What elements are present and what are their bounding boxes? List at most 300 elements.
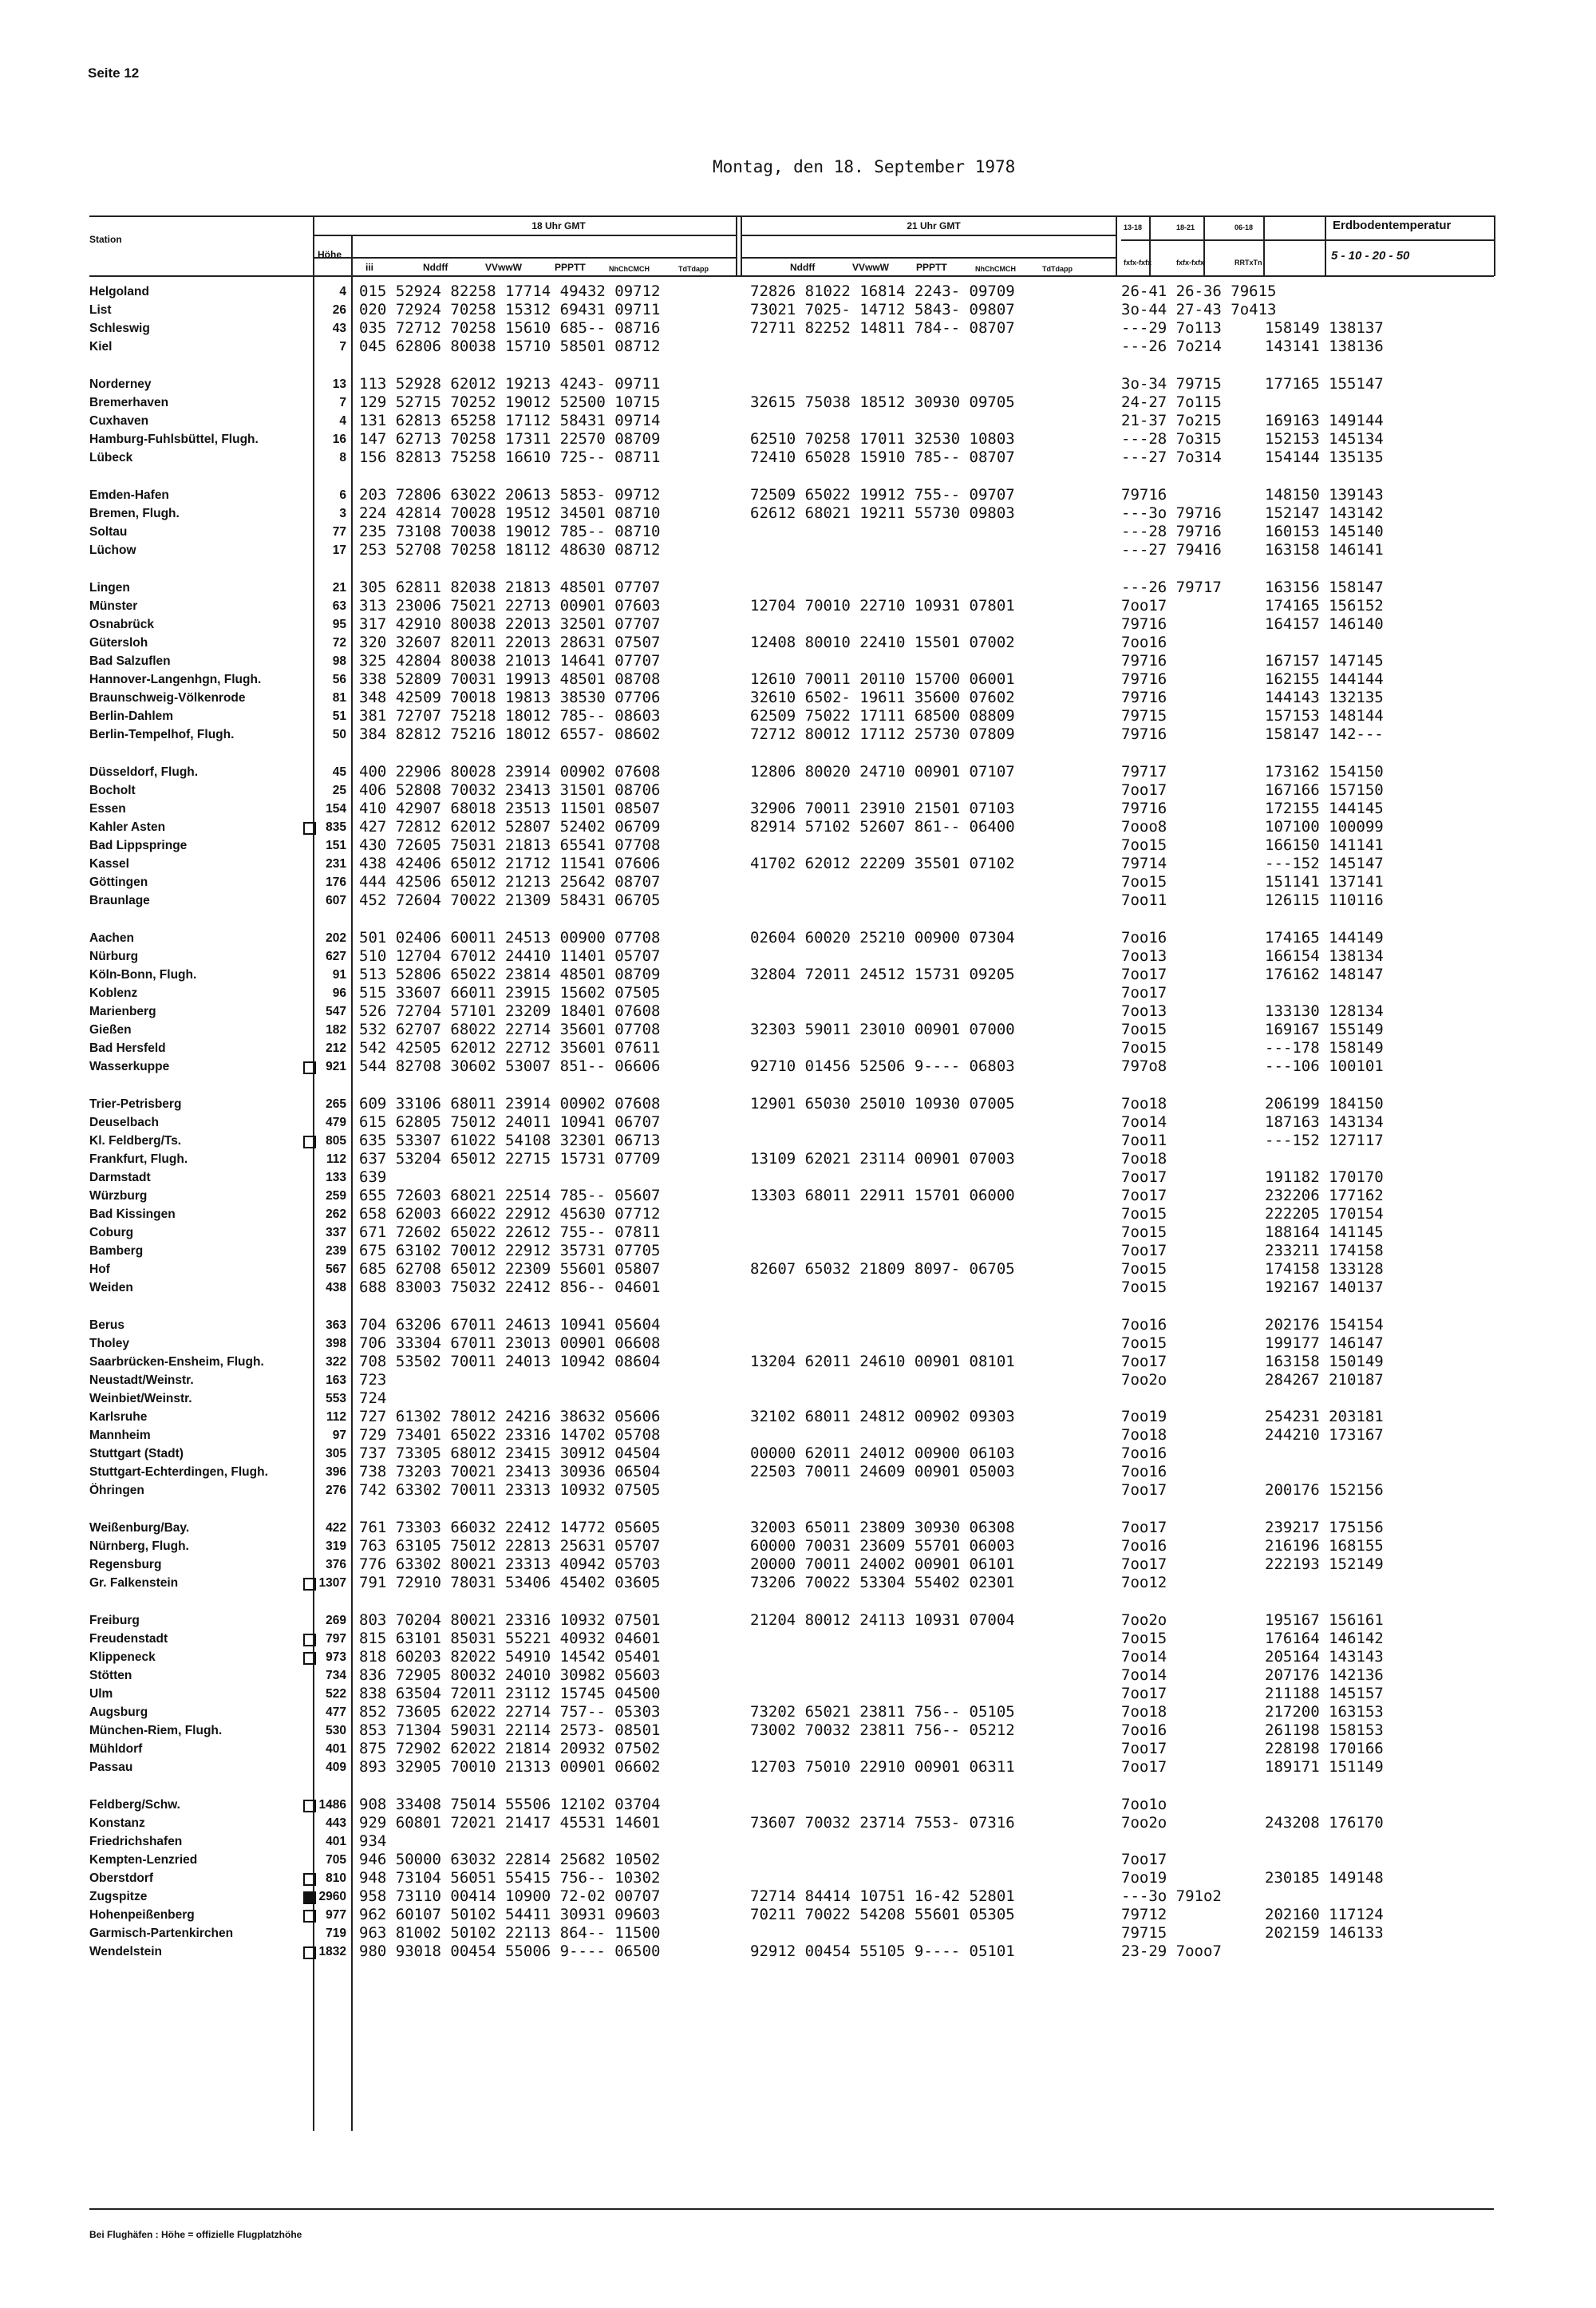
soil-row: 174158 133128 (1265, 1260, 1384, 1278)
obs18-row: 671 72602 65022 22612 755-- 07811 (359, 1223, 661, 1241)
obs21-row (750, 615, 1015, 634)
obs21-row: 73206 70022 53304 55402 02301 (750, 1574, 1015, 1591)
gust-row: 7oo11 (1121, 891, 1167, 909)
obs18-row: 962 60107 50102 54411 30931 09603 (359, 1906, 661, 1923)
obs18-row: 526 72704 57101 23209 18401 07608 (359, 1002, 661, 1020)
soil-row: 222193 152149 (1265, 1555, 1384, 1573)
obs18-row: 320 32607 82011 22013 28631 07507 (359, 634, 661, 651)
obs21-row (750, 1316, 1015, 1334)
station-height: 443 (326, 1816, 346, 1830)
station-name: Berlin-Dahlem (89, 709, 174, 723)
obs21-row (750, 1334, 1015, 1353)
soil-row (1265, 1150, 1384, 1168)
rule-21-group (741, 235, 1116, 236)
station-height: 977 (326, 1908, 346, 1922)
obs18-row: 761 73303 66032 22412 14772 05605 (359, 1519, 661, 1536)
obs18-row: 875 72902 62022 21814 20932 07502 (359, 1740, 661, 1757)
soil-row: 158147 142--- (1265, 725, 1384, 743)
gust-row: 7oo2o (1121, 1371, 1167, 1389)
obs21-row (750, 523, 1015, 541)
station-name: Schleswig (89, 322, 150, 335)
soil-row (1265, 1389, 1384, 1408)
station-name: Göttingen (89, 875, 148, 889)
gust-row: 21-37 7o215 (1121, 412, 1222, 429)
station-name: Berus (89, 1318, 124, 1332)
station-name: Karlsruhe (89, 1410, 148, 1424)
obs18-row: 635 53307 61022 54108 32301 06713 (359, 1132, 661, 1149)
obs21-row: 73202 65021 23811 756-- 05105 (750, 1703, 1015, 1721)
gust-row: 797o8 (1121, 1057, 1167, 1075)
station-name: Friedrichshafen (89, 1835, 183, 1848)
station-name: Ulm (89, 1687, 113, 1701)
station-name: Zugspitze (89, 1887, 329, 1906)
station-height: 1832 (318, 1945, 346, 1958)
station-height: 45 (332, 765, 346, 779)
obs18-row: 045 62806 80038 15710 58501 08712 (359, 338, 661, 355)
station-height: 805 (326, 1134, 346, 1148)
soil-row: 188164 141145 (1265, 1223, 1384, 1241)
gust-row: 7oo17 (1121, 1740, 1167, 1757)
station-height: 63 (332, 599, 346, 613)
obs18-row: 035 72712 70258 15610 685-- 08716 (359, 319, 661, 337)
station-height: 479 (326, 1116, 346, 1129)
gust-row: 7oo17 (1121, 781, 1167, 799)
obs18-row: 685 62708 65012 22309 55601 05807 (359, 1260, 661, 1278)
station-height: 56 (332, 673, 346, 686)
gust-row: 7oo14 (1121, 1113, 1167, 1131)
station-height: 163 (326, 1373, 346, 1387)
station-name: Kiel (89, 340, 113, 354)
obs21-row: 02604 60020 25210 00900 07304 (750, 929, 1015, 947)
station-name: Berlin-Tempelhof, Flugh. (89, 728, 235, 741)
station-name: Kempten-Lenzried (89, 1853, 198, 1867)
station-height: 396 (326, 1465, 346, 1479)
obs21-row: 32610 6502- 19611 35600 07602 (750, 689, 1015, 706)
station-height: 477 (326, 1705, 346, 1719)
obs18-row: 430 72605 75031 21813 65541 07708 (359, 836, 661, 854)
obs21-row (750, 1113, 1015, 1132)
gust-row: 7oo14 (1121, 1648, 1167, 1666)
station-height: 305 (326, 1447, 346, 1460)
header-station: Station (89, 234, 122, 245)
station-name: Augsburg (89, 1705, 148, 1719)
station-name: Weinbiet/Weinstr. (89, 1392, 192, 1405)
obs18-row: 727 61302 78012 24216 38632 05606 (359, 1408, 661, 1425)
station-name: Kahler Asten (89, 818, 329, 836)
station-name: Nürnberg, Flugh. (89, 1539, 189, 1553)
soil-row: 167166 157150 (1265, 781, 1384, 799)
station-height: 133 (326, 1171, 346, 1184)
station-name: Stuttgart (Stadt) (89, 1447, 184, 1460)
station-height: 607 (326, 894, 346, 907)
obs18-row: 338 52809 70031 19913 48501 08708 (359, 670, 661, 688)
soil-row: 162155 144144 (1265, 670, 1384, 688)
soil-row: 211188 145157 (1265, 1685, 1384, 1702)
rule-21-cols (741, 257, 1116, 259)
gust-row: 79717 (1121, 763, 1167, 781)
gust-row: 79716 (1121, 615, 1167, 633)
header-iii: iii (365, 262, 374, 273)
station-name: Gütersloh (89, 636, 148, 650)
station-height: 319 (326, 1539, 346, 1553)
gust-row: 7oo15 (1121, 1223, 1167, 1241)
station-name: Hohenpeißenberg (89, 1906, 329, 1924)
header-hoehe: Höhe (318, 249, 342, 260)
gust-row: 79715 (1121, 1924, 1167, 1942)
station-name: Wasserkuppe (89, 1057, 329, 1076)
soil-row (1265, 1796, 1384, 1814)
station-name: Bad Kissingen (89, 1207, 176, 1221)
station-name: Bamberg (89, 1244, 144, 1258)
gust-row: 7oo15 (1121, 836, 1167, 854)
rule-18-cols (313, 257, 736, 259)
station-name: Braunlage (89, 894, 150, 907)
soil-row: 206199 184150 (1265, 1095, 1384, 1113)
obs18-row: 818 60203 82022 54910 14542 05401 (359, 1648, 661, 1666)
station-height: 26 (332, 303, 346, 317)
soil-row: 205164 143143 (1265, 1648, 1384, 1666)
station-name: Bremen, Flugh. (89, 507, 180, 520)
station-name: Norderney (89, 377, 152, 391)
station-name: Bad Hersfeld (89, 1041, 166, 1055)
soil-row: 151141 137141 (1265, 873, 1384, 891)
station-name: Kassel (89, 857, 129, 871)
gust-row: 7oo17 (1121, 1555, 1167, 1573)
obs18-row: 015 52924 82258 17714 49432 09712 (359, 283, 661, 300)
station-height: 265 (326, 1097, 346, 1111)
obs18-row: 724 (359, 1389, 387, 1407)
gust-row: 7oo17 (1121, 1168, 1167, 1186)
station-name: Lübeck (89, 451, 133, 464)
obs21-row (750, 1666, 1015, 1685)
gust-row: 7oo16 (1121, 634, 1167, 651)
station-name: Konstanz (89, 1816, 145, 1830)
obs21-row (750, 1648, 1015, 1666)
gust-row: 7oo15 (1121, 1260, 1167, 1278)
station-height: 154 (326, 802, 346, 816)
gust-row: 7oo16 (1121, 1721, 1167, 1739)
gust-row: ---3o 791o2 (1121, 1887, 1222, 1905)
obs21-row: 72714 84414 10751 16-42 52801 (750, 1887, 1015, 1905)
obs21-row: 92710 01456 52506 9---- 06803 (750, 1057, 1015, 1075)
station-height: 810 (326, 1871, 346, 1885)
soil-row: 202160 117124 (1265, 1906, 1384, 1923)
station-height: 4 (339, 285, 346, 298)
gust-row: 79716 (1121, 486, 1167, 504)
soil-row: ---152 127117 (1265, 1132, 1384, 1149)
obs21-row: 32003 65011 23809 30930 06308 (750, 1519, 1015, 1536)
gust-row: 7oo13 (1121, 1002, 1167, 1020)
obs18-row: 381 72707 75218 18012 785-- 08603 (359, 707, 661, 725)
obs21-row (750, 1132, 1015, 1150)
station-name: Düsseldorf, Flugh. (89, 765, 199, 779)
obs21-row: 70211 70022 54208 55601 05305 (750, 1906, 1015, 1923)
gust-row: 7oo16 (1121, 1537, 1167, 1555)
station-name: Lüchow (89, 543, 136, 557)
obs18-row: 934 (359, 1832, 387, 1850)
obs18-row: 776 63302 80021 23313 40942 05703 (359, 1555, 661, 1573)
station-name: Stuttgart-Echterdingen, Flugh. (89, 1465, 268, 1479)
station-height: 91 (332, 968, 346, 982)
obs18-row: 020 72924 70258 15312 69431 09711 (359, 301, 661, 318)
obs18-row: 836 72905 80032 24010 30982 05603 (359, 1666, 661, 1684)
header-gr1-sub: fxfx-fxfx (1124, 259, 1152, 267)
station-height: 51 (332, 709, 346, 723)
obs21-row (750, 1389, 1015, 1408)
gust-row: 24-27 7o115 (1121, 393, 1222, 411)
soil-row: 152153 145134 (1265, 430, 1384, 448)
soil-row: 239217 175156 (1265, 1519, 1384, 1536)
gust-row: 7oo11 (1121, 1132, 1167, 1149)
soil-row: 233211 174158 (1265, 1242, 1384, 1259)
gust-row: 7oo18 (1121, 1426, 1167, 1444)
soil-row: 157153 148144 (1265, 707, 1384, 725)
station-height: 81 (332, 691, 346, 705)
gust-row: 79712 (1121, 1906, 1167, 1923)
station-height: 95 (332, 618, 346, 631)
obs18-row: 609 33106 68011 23914 00902 07608 (359, 1095, 661, 1113)
station-name: München-Riem, Flugh. (89, 1724, 223, 1737)
station-name: Bad Lippspringe (89, 839, 188, 852)
obs21-row: 13303 68011 22911 15701 06000 (750, 1187, 1015, 1204)
soil-row (1265, 1887, 1384, 1906)
footer-note: Bei Flughäfen : Höhe = offizielle Flugplatzhöhe (89, 2229, 302, 2240)
obs21-row: 32303 59011 23010 00901 07000 (750, 1021, 1015, 1038)
gust-row: 7oo15 (1121, 1039, 1167, 1057)
soil-row: 166150 141141 (1265, 836, 1384, 854)
obs18-row: 655 72603 68021 22514 785-- 05607 (359, 1187, 661, 1204)
gust-row: ---28 79716 (1121, 523, 1222, 540)
gust-row: 7oo16 (1121, 1316, 1167, 1334)
obs18-row: 639 (359, 1168, 387, 1186)
obs21-row: 72712 80012 17112 25730 07809 (750, 725, 1015, 743)
obs21-row (750, 1630, 1015, 1648)
soil-row: 174165 156152 (1265, 597, 1384, 615)
soil-row: 202176 154154 (1265, 1316, 1384, 1334)
gust-row: 7oo18 (1121, 1095, 1167, 1113)
gust-row: 7oo15 (1121, 1021, 1167, 1038)
obs21-row: 72410 65028 15910 785-- 08707 (750, 449, 1015, 466)
soil-row: 126115 110116 (1265, 891, 1384, 909)
station-name: Lingen (89, 581, 130, 595)
gust-row: 7oo17 (1121, 1242, 1167, 1259)
soil-row: 254231 203181 (1265, 1408, 1384, 1425)
obs18-row: 235 73108 70038 19012 785-- 08710 (359, 523, 661, 540)
obs21-row (750, 1205, 1015, 1223)
header-18-pppt: PPPTT (555, 262, 586, 273)
vrule-right (1494, 215, 1495, 276)
soil-row: 152147 143142 (1265, 504, 1384, 522)
header-18-dew: TdTdapp (678, 265, 709, 273)
obs18-row: 675 63102 70012 22912 35731 07705 (359, 1242, 661, 1259)
obs21-row (750, 781, 1015, 800)
soil-row: 158149 138137 (1265, 319, 1384, 337)
soil-row: 160153 145140 (1265, 523, 1384, 540)
station-height: 96 (332, 986, 346, 1000)
station-name: Feldberg/Schw. (89, 1796, 329, 1814)
soil-row (1265, 1463, 1384, 1481)
station-height: 1307 (318, 1576, 346, 1590)
soil-row: 163158 150149 (1265, 1353, 1384, 1370)
gust-row (1121, 1832, 1276, 1851)
station-name: Mühldorf (89, 1742, 143, 1756)
soil-row: 177165 155147 (1265, 375, 1384, 393)
obs21-row: 82607 65032 21809 8097- 06705 (750, 1260, 1015, 1278)
soil-row: 163156 158147 (1265, 579, 1384, 596)
obs21-row: 32906 70011 23910 21501 07103 (750, 800, 1015, 817)
obs21-row: 12703 75010 22910 00901 06311 (750, 1758, 1015, 1776)
obs18-row: 224 42814 70028 19512 34501 08710 (359, 504, 661, 522)
soil-row: 172155 144145 (1265, 800, 1384, 817)
rule-header-bottom (89, 275, 1494, 277)
soil-row: 143141 138136 (1265, 338, 1384, 355)
obs18-row: 853 71304 59031 22114 2573- 08501 (359, 1721, 661, 1739)
header-21-nddff: Nddff (790, 262, 816, 273)
soil-row: 230185 149148 (1265, 1869, 1384, 1887)
obs21-row (750, 891, 1015, 910)
obs21-row (750, 1740, 1015, 1758)
station-height: 16 (332, 433, 346, 446)
obs18-row: 325 42804 80038 21013 14641 07707 (359, 652, 661, 670)
station-height: 276 (326, 1484, 346, 1497)
obs18-row: 815 63101 85031 55221 40932 04601 (359, 1630, 661, 1647)
station-name: Trier-Petrisberg (89, 1097, 182, 1111)
obs-21-gmt (750, 283, 1015, 1961)
obs21-row: 92912 00454 55105 9---- 05101 (750, 1942, 1015, 1960)
obs18-row: 129 52715 70252 19012 52500 10715 (359, 393, 661, 411)
gust-row: 7oo16 (1121, 929, 1167, 947)
obs21-row (750, 652, 1015, 670)
obs21-row: 73607 70032 23714 7553- 07316 (750, 1814, 1015, 1832)
station-name: Hannover-Langenhgn, Flugh. (89, 673, 262, 686)
station-height: 921 (326, 1060, 346, 1073)
station-height: 77 (332, 525, 346, 539)
obs21-row (750, 1039, 1015, 1057)
obs21-row (750, 984, 1015, 1002)
obs18-row: 948 73104 56051 55415 756-- 10302 (359, 1869, 661, 1887)
soil-row (1265, 1942, 1384, 1961)
gust-row: 7oo2o (1121, 1611, 1167, 1629)
gust-row: 7oo12 (1121, 1574, 1167, 1591)
gust-row: 79716 (1121, 689, 1167, 706)
station-height: 797 (326, 1632, 346, 1646)
header-gr3-sub: RRTxTn (1235, 259, 1262, 267)
soil-row: 148150 139143 (1265, 486, 1384, 504)
station-name: Weiden (89, 1281, 133, 1294)
obs18-row: 706 33304 67011 23013 00901 06608 (359, 1334, 661, 1352)
station-name: Klippeneck (89, 1648, 329, 1666)
station-height: 2960 (318, 1890, 346, 1903)
vrule-18-end (736, 215, 737, 276)
obs18-row: 742 63302 70011 23313 10932 07505 (359, 1481, 661, 1499)
gust-row: ---26 79717 (1121, 579, 1222, 596)
header-18-vvwww: VVwwW (485, 262, 523, 273)
soil-row (1265, 301, 1384, 319)
obs21-row (750, 579, 1015, 597)
soil-row (1265, 1574, 1384, 1592)
obs18-row: 510 12704 67012 24410 11401 05707 (359, 947, 661, 965)
obs21-row (750, 1371, 1015, 1389)
soil-row: 133130 128134 (1265, 1002, 1384, 1020)
gust-row: 7oo17 (1121, 1685, 1167, 1702)
soil-row: 195167 156161 (1265, 1611, 1384, 1629)
rule-top (89, 215, 1494, 217)
soil-row (1265, 1851, 1384, 1869)
rule-18-group (313, 235, 736, 236)
obs21-row: 12806 80020 24710 00901 07107 (750, 763, 1015, 781)
gust-row: 7oo15 (1121, 1630, 1167, 1647)
station-name: Mannheim (89, 1429, 151, 1442)
station-name: Öhringen (89, 1484, 144, 1497)
station-height: 151 (326, 839, 346, 852)
gust-row: 79714 (1121, 855, 1167, 872)
header-gr2: 18-21 (1176, 223, 1195, 231)
station-height: 719 (326, 1927, 346, 1940)
station-height: 13 (332, 377, 346, 391)
obs21-row: 32804 72011 24512 15731 09205 (750, 966, 1015, 983)
soil-row: 217200 163153 (1265, 1703, 1384, 1721)
soil-row: 200176 152156 (1265, 1481, 1384, 1499)
soil-row (1265, 634, 1384, 652)
soil-row: 173162 154150 (1265, 763, 1384, 781)
station-name: Aachen (89, 931, 134, 945)
obs18-row: 963 81002 50102 22113 864-- 11500 (359, 1924, 661, 1942)
soil-row: 144143 132135 (1265, 689, 1384, 706)
station-height: 422 (326, 1521, 346, 1535)
header-18-clouds: NhChCMCH (609, 265, 650, 273)
obs18-row: 791 72910 78031 53406 45402 03605 (359, 1574, 661, 1591)
station-name: Frankfurt, Flugh. (89, 1152, 188, 1166)
obs18-row: 852 73605 62022 22714 757-- 05303 (359, 1703, 661, 1721)
gust-row: 79715 (1121, 707, 1167, 725)
obs21-row: 62510 70258 17011 32530 10803 (750, 430, 1015, 448)
station-name: Emden-Hafen (89, 488, 169, 502)
soil-row: 191182 170170 (1265, 1168, 1384, 1186)
soil-row: ---178 158149 (1265, 1039, 1384, 1057)
station-height: 398 (326, 1337, 346, 1350)
station-height: 409 (326, 1761, 346, 1774)
gust-row: 79716 (1121, 670, 1167, 688)
station-height: 176 (326, 875, 346, 889)
soil-row: 216196 168155 (1265, 1537, 1384, 1555)
obs18-row: 929 60801 72021 21417 45531 14601 (359, 1814, 661, 1832)
obs21-row: 73021 7025- 14712 5843- 09807 (750, 301, 1015, 318)
soil-row: 284267 210187 (1265, 1371, 1384, 1389)
station-height: 7 (339, 340, 346, 354)
soil-row: 163158 146141 (1265, 541, 1384, 559)
station-height: 973 (326, 1650, 346, 1664)
gust-row: ---27 7o314 (1121, 449, 1222, 466)
station-name: Koblenz (89, 986, 138, 1000)
station-height: 835 (326, 820, 346, 834)
gust-row: 7oo16 (1121, 1444, 1167, 1462)
obs18-row: 729 73401 65022 23316 14702 05708 (359, 1426, 661, 1444)
gust-row: 7oo17 (1121, 1851, 1167, 1868)
obs18-row: 147 62713 70258 17311 22570 08709 (359, 430, 661, 448)
soil-row: 164157 146140 (1265, 615, 1384, 633)
soil-row: 107100 100099 (1265, 818, 1384, 836)
obs18-row: 658 62003 66022 22912 45630 07712 (359, 1205, 661, 1223)
soil-row: ---152 145147 (1265, 855, 1384, 872)
station-height: 627 (326, 950, 346, 963)
header-21-pppt: PPPTT (916, 262, 947, 273)
soil-row: 244210 173167 (1265, 1426, 1384, 1444)
obs21-row (750, 873, 1015, 891)
station-height: 112 (326, 1410, 346, 1424)
soil-row: 174165 144149 (1265, 929, 1384, 947)
station-name: Osnabrück (89, 618, 154, 631)
obs18-row: 544 82708 30602 53007 851-- 06606 (359, 1057, 661, 1075)
